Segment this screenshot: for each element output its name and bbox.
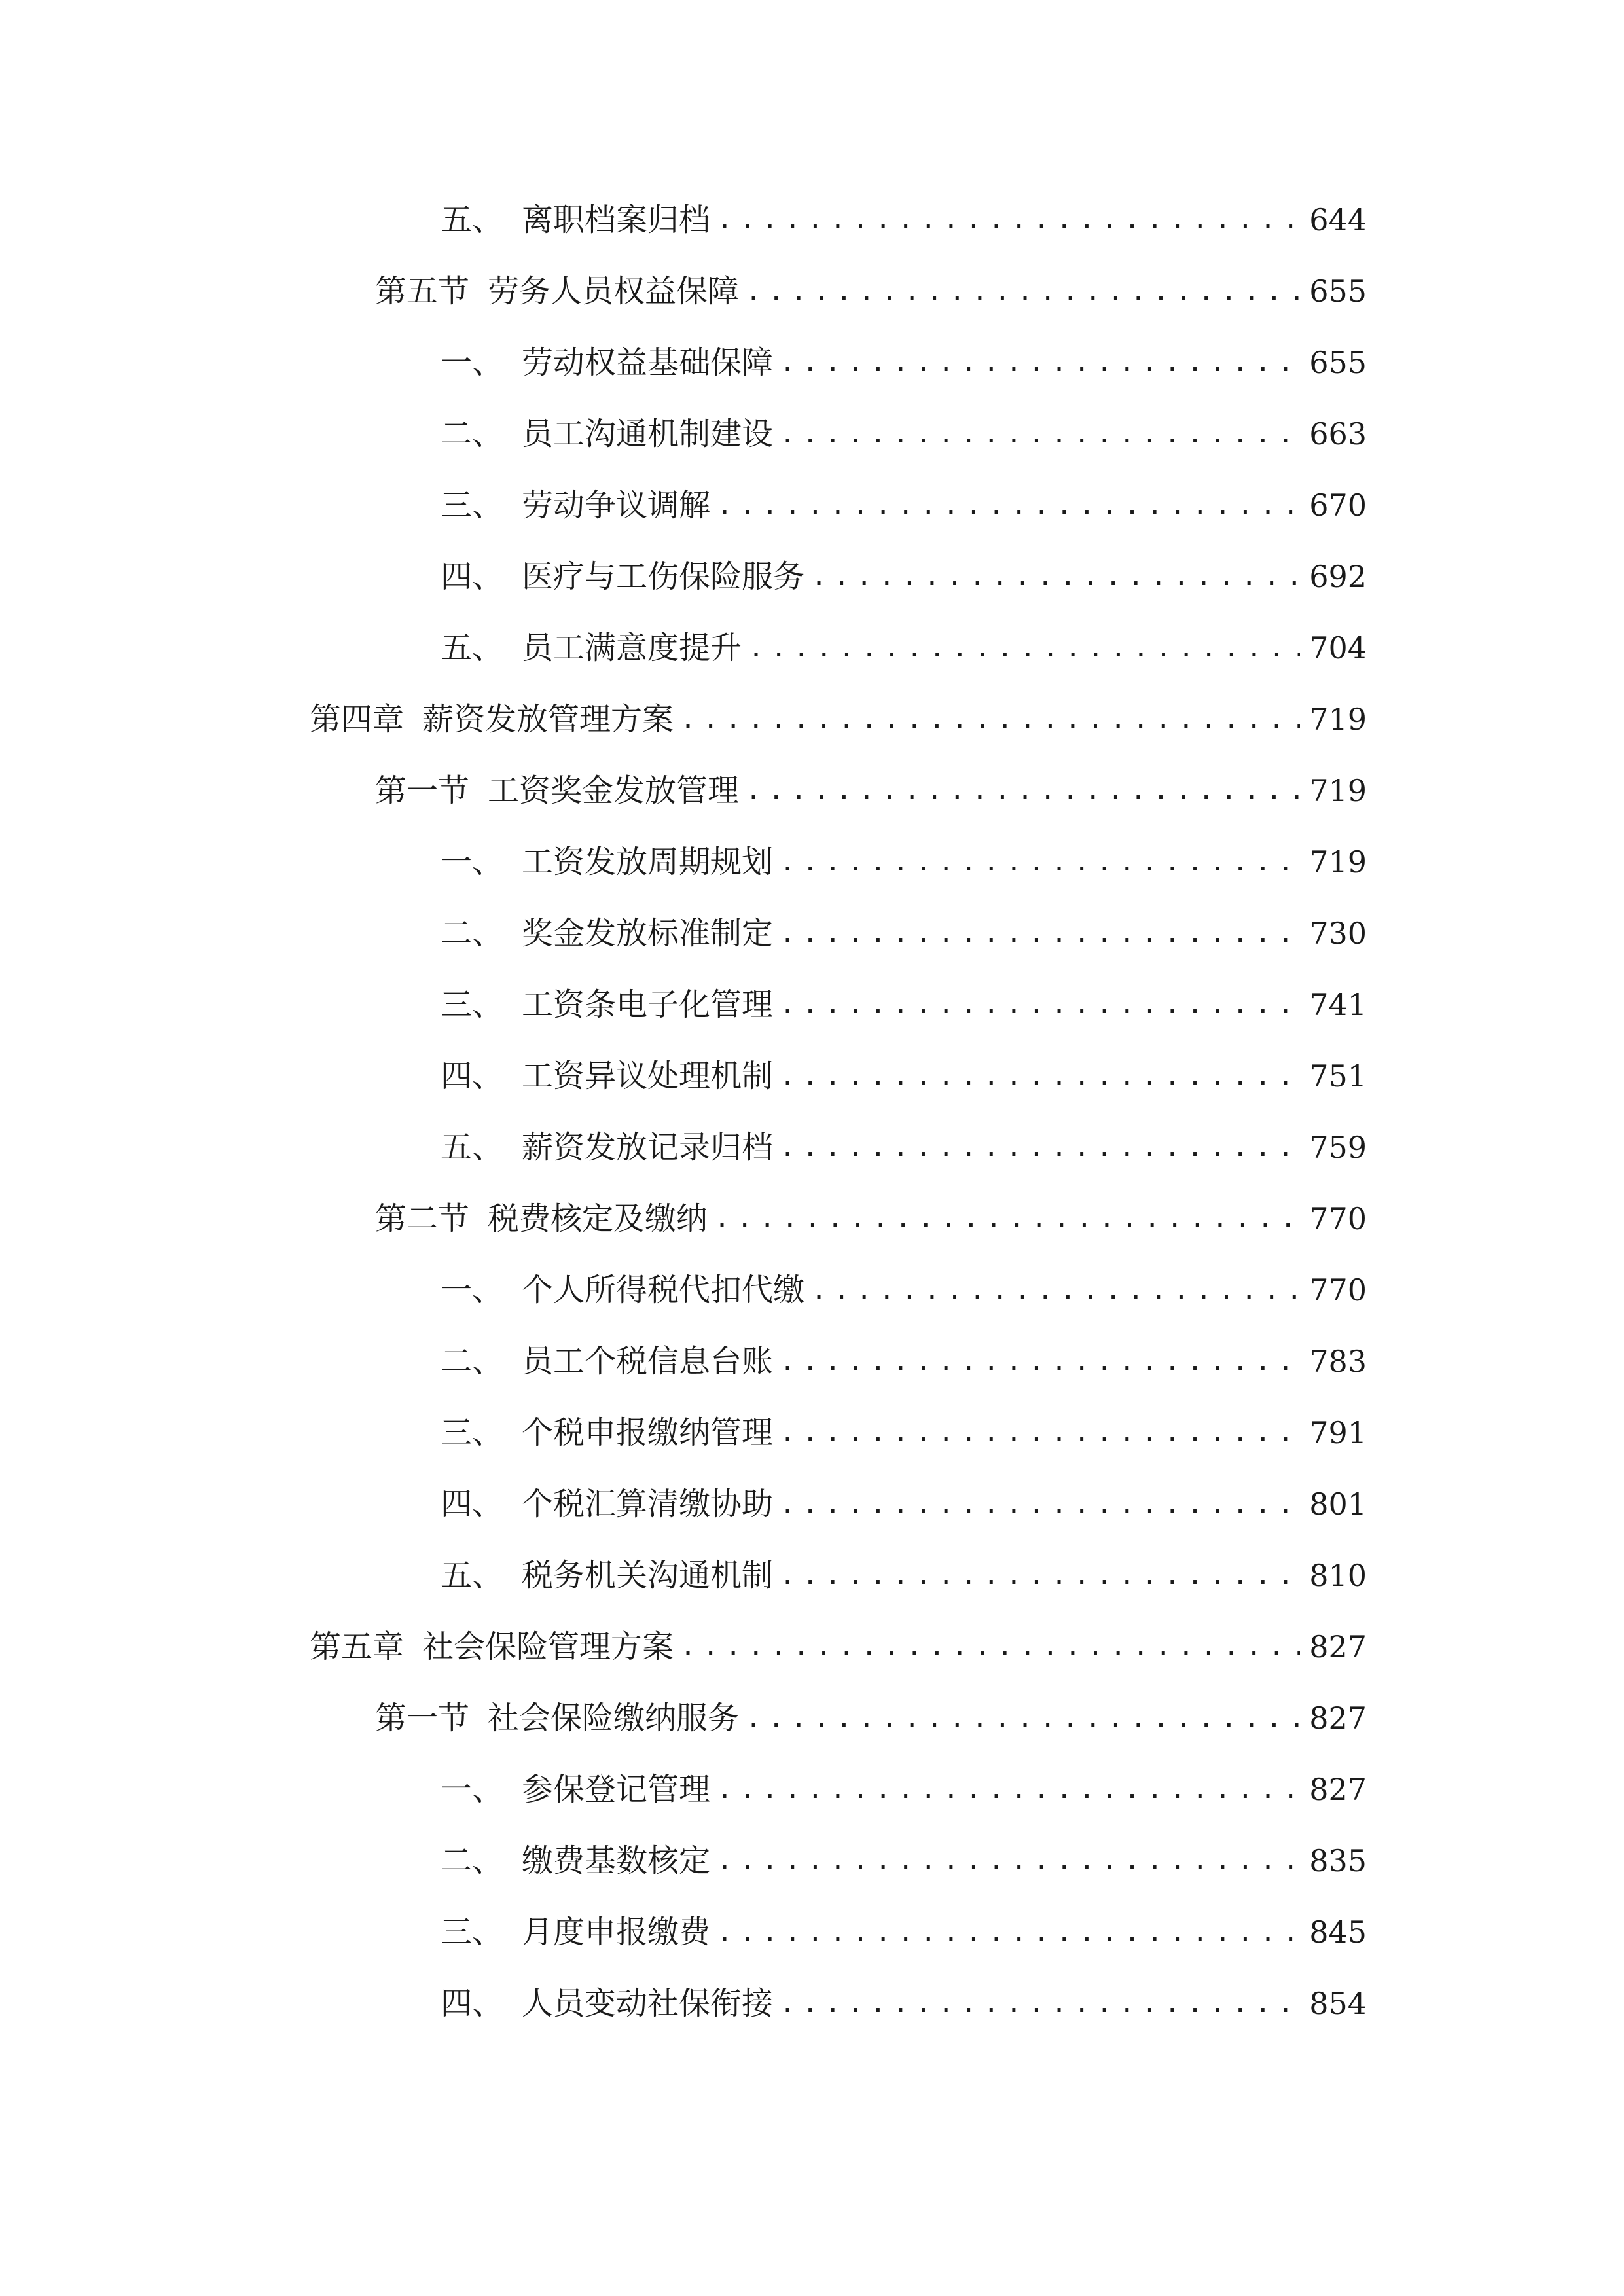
toc-dot-leader bbox=[780, 336, 1300, 389]
toc-entry-page: 644 bbox=[1309, 202, 1367, 238]
toc-entry[interactable] bbox=[441, 1549, 1367, 1602]
toc-entry[interactable] bbox=[375, 265, 1367, 317]
toc-entry-number: 三、 bbox=[441, 1414, 504, 1451]
toc-entry-number: 五、 bbox=[441, 1557, 504, 1594]
toc-entry-title: 社会保险缴纳服务 bbox=[488, 1700, 740, 1736]
toc-dot-leader bbox=[717, 1835, 1300, 1887]
toc-dot-leader bbox=[746, 265, 1300, 317]
toc-dot-leader bbox=[780, 1407, 1300, 1459]
toc-entry-number: 二、 bbox=[441, 1842, 504, 1879]
toc-entry-title: 个税申报缴纳管理 bbox=[522, 1414, 774, 1451]
toc-dot-leader bbox=[780, 1050, 1300, 1102]
toc-entry-page: 835 bbox=[1309, 1843, 1367, 1878]
toc-entry-title: 员工沟通机制建设 bbox=[522, 416, 774, 452]
toc-entry-number: 第一节 bbox=[375, 1700, 470, 1736]
toc-entry-title: 薪资发放记录归档 bbox=[522, 1129, 774, 1166]
toc-entry[interactable] bbox=[441, 1478, 1367, 1530]
toc-dot-leader bbox=[746, 764, 1300, 817]
toc-dot-leader bbox=[780, 836, 1300, 888]
toc-entry-number: 四、 bbox=[441, 1486, 504, 1522]
toc-dot-leader bbox=[717, 479, 1300, 531]
toc-entry-number: 五、 bbox=[441, 202, 504, 238]
toc-entry-title: 人员变动社保衔接 bbox=[522, 1985, 774, 2022]
toc-entry-title: 奖金发放标准制定 bbox=[522, 915, 774, 952]
toc-entry-page: 692 bbox=[1309, 559, 1367, 594]
toc-entry-title: 缴费基数核定 bbox=[522, 1842, 711, 1879]
toc-entry-page: 827 bbox=[1309, 1629, 1367, 1664]
toc-entry-title: 参保登记管理 bbox=[522, 1771, 711, 1808]
toc-entry-number: 四、 bbox=[441, 1985, 504, 2022]
toc-entry-page: 759 bbox=[1309, 1130, 1367, 1165]
toc-entry-page: 801 bbox=[1309, 1486, 1367, 1522]
toc-dot-leader bbox=[680, 1621, 1300, 1673]
toc-entry[interactable] bbox=[310, 693, 1367, 745]
toc-entry-page: 704 bbox=[1309, 630, 1367, 666]
toc-dot-leader bbox=[780, 978, 1300, 1031]
toc-entry[interactable] bbox=[441, 1264, 1367, 1316]
toc-entry[interactable] bbox=[375, 1193, 1367, 1245]
toc-entry-title: 个税汇算清缴协助 bbox=[522, 1486, 774, 1522]
toc-dot-leader bbox=[811, 1264, 1300, 1316]
toc-entry-number: 五、 bbox=[441, 630, 504, 666]
toc-entry[interactable] bbox=[441, 622, 1367, 674]
toc-entry-title: 社会保险管理方案 bbox=[422, 1628, 674, 1665]
toc-entry[interactable] bbox=[441, 479, 1367, 531]
toc-entry-title: 税费核定及缴纳 bbox=[488, 1200, 708, 1237]
toc-entry-title: 薪资发放管理方案 bbox=[422, 701, 674, 738]
toc-entry-page: 663 bbox=[1309, 416, 1367, 452]
toc-entry-title: 劳动权益基础保障 bbox=[522, 344, 774, 381]
toc-entry-page: 719 bbox=[1309, 773, 1367, 808]
toc-entry[interactable] bbox=[375, 1692, 1367, 1744]
toc-dot-leader bbox=[780, 1977, 1300, 2030]
toc-entry-number: 三、 bbox=[441, 1914, 504, 1950]
toc-entry-number: 一、 bbox=[441, 344, 504, 381]
toc-entry[interactable] bbox=[441, 194, 1367, 246]
toc-entry[interactable] bbox=[441, 1121, 1367, 1174]
toc-entry-number: 一、 bbox=[441, 844, 504, 880]
toc-entry-page: 845 bbox=[1309, 1914, 1367, 1950]
toc-entry-page: 741 bbox=[1309, 987, 1367, 1022]
toc-entry-page: 791 bbox=[1309, 1415, 1367, 1450]
toc-entry-page: 783 bbox=[1309, 1344, 1367, 1379]
toc-entry[interactable] bbox=[375, 764, 1367, 817]
toc-entry-number: 三、 bbox=[441, 487, 504, 524]
toc-entry-page: 770 bbox=[1309, 1201, 1367, 1236]
toc-dot-leader bbox=[717, 1906, 1300, 1958]
toc-dot-leader bbox=[780, 1121, 1300, 1174]
toc-entry-page: 854 bbox=[1309, 1986, 1367, 2021]
toc-entry-title: 员工满意度提升 bbox=[522, 630, 742, 666]
toc-entry[interactable] bbox=[441, 1906, 1367, 1958]
toc-entry-page: 770 bbox=[1309, 1272, 1367, 1308]
toc-entry[interactable] bbox=[441, 1835, 1367, 1887]
toc-entry-number: 第二节 bbox=[375, 1200, 470, 1237]
toc-entry[interactable] bbox=[441, 1050, 1367, 1102]
toc-entry-number: 三、 bbox=[441, 986, 504, 1023]
toc-entry[interactable] bbox=[441, 1335, 1367, 1388]
toc-entry[interactable] bbox=[441, 408, 1367, 460]
toc-dot-leader bbox=[780, 1335, 1300, 1388]
toc-dot-leader bbox=[811, 550, 1300, 603]
toc-entry[interactable] bbox=[441, 336, 1367, 389]
toc-dot-leader bbox=[717, 194, 1300, 246]
toc-entry-title: 员工个税信息台账 bbox=[522, 1343, 774, 1380]
toc-entry-number: 四、 bbox=[441, 558, 504, 595]
toc-entry-page: 730 bbox=[1309, 916, 1367, 951]
toc-entry-title: 税务机关沟通机制 bbox=[522, 1557, 774, 1594]
toc-entry-number: 第一节 bbox=[375, 772, 470, 809]
toc-entry-page: 719 bbox=[1309, 702, 1367, 737]
toc-entry[interactable] bbox=[441, 907, 1367, 960]
toc-entry-page: 827 bbox=[1309, 1772, 1367, 1807]
toc-entry[interactable] bbox=[441, 836, 1367, 888]
toc-entry-number: 第四章 bbox=[310, 701, 405, 738]
toc-entry-title: 劳动争议调解 bbox=[522, 487, 711, 524]
toc-dot-leader bbox=[748, 622, 1300, 674]
toc-entry-number: 一、 bbox=[441, 1771, 504, 1808]
toc-entry-number: 第五章 bbox=[310, 1628, 405, 1665]
toc-dot-leader bbox=[780, 907, 1300, 960]
toc-dot-leader bbox=[780, 1549, 1300, 1602]
toc-entry-title: 医疗与工伤保险服务 bbox=[522, 558, 805, 595]
toc-entry-number: 二、 bbox=[441, 915, 504, 952]
toc-entry[interactable] bbox=[441, 1977, 1367, 2030]
toc-entry[interactable] bbox=[441, 550, 1367, 603]
toc-entry[interactable] bbox=[441, 1407, 1367, 1459]
toc-entry-number: 五、 bbox=[441, 1129, 504, 1166]
toc-entry-page: 670 bbox=[1309, 488, 1367, 523]
toc-entry-page: 655 bbox=[1309, 345, 1367, 380]
toc-entry-page: 719 bbox=[1309, 844, 1367, 880]
toc-entry-title: 劳务人员权益保障 bbox=[488, 273, 740, 310]
toc-entry-title: 个人所得税代扣代缴 bbox=[522, 1272, 805, 1308]
toc-dot-leader bbox=[780, 1478, 1300, 1530]
toc-entry-number: 四、 bbox=[441, 1058, 504, 1094]
toc-entry-title: 月度申报缴费 bbox=[522, 1914, 711, 1950]
toc-entry-number: 二、 bbox=[441, 1343, 504, 1380]
toc-entry-page: 810 bbox=[1309, 1558, 1367, 1593]
toc-entry-title: 工资发放周期规划 bbox=[522, 844, 774, 880]
toc-entry-title: 离职档案归档 bbox=[522, 202, 711, 238]
toc-entry-page: 751 bbox=[1309, 1058, 1367, 1094]
toc-dot-leader bbox=[780, 408, 1300, 460]
toc-entry[interactable] bbox=[310, 1621, 1367, 1673]
toc-dot-leader bbox=[717, 1763, 1300, 1816]
toc-entry-number: 第五节 bbox=[375, 273, 470, 310]
toc-entry[interactable] bbox=[441, 1763, 1367, 1816]
toc-dot-leader bbox=[714, 1193, 1300, 1245]
toc-entry-title: 工资奖金发放管理 bbox=[488, 772, 740, 809]
toc-entry-number: 一、 bbox=[441, 1272, 504, 1308]
toc-entry-title: 工资异议处理机制 bbox=[522, 1058, 774, 1094]
toc-entry-title: 工资条电子化管理 bbox=[522, 986, 774, 1023]
toc-dot-leader bbox=[746, 1692, 1300, 1744]
toc-dot-leader bbox=[680, 693, 1300, 745]
toc-entry-page: 827 bbox=[1309, 1700, 1367, 1736]
toc-entry[interactable] bbox=[441, 978, 1367, 1031]
toc-entry-number: 二、 bbox=[441, 416, 504, 452]
toc-entry-page: 655 bbox=[1309, 274, 1367, 309]
